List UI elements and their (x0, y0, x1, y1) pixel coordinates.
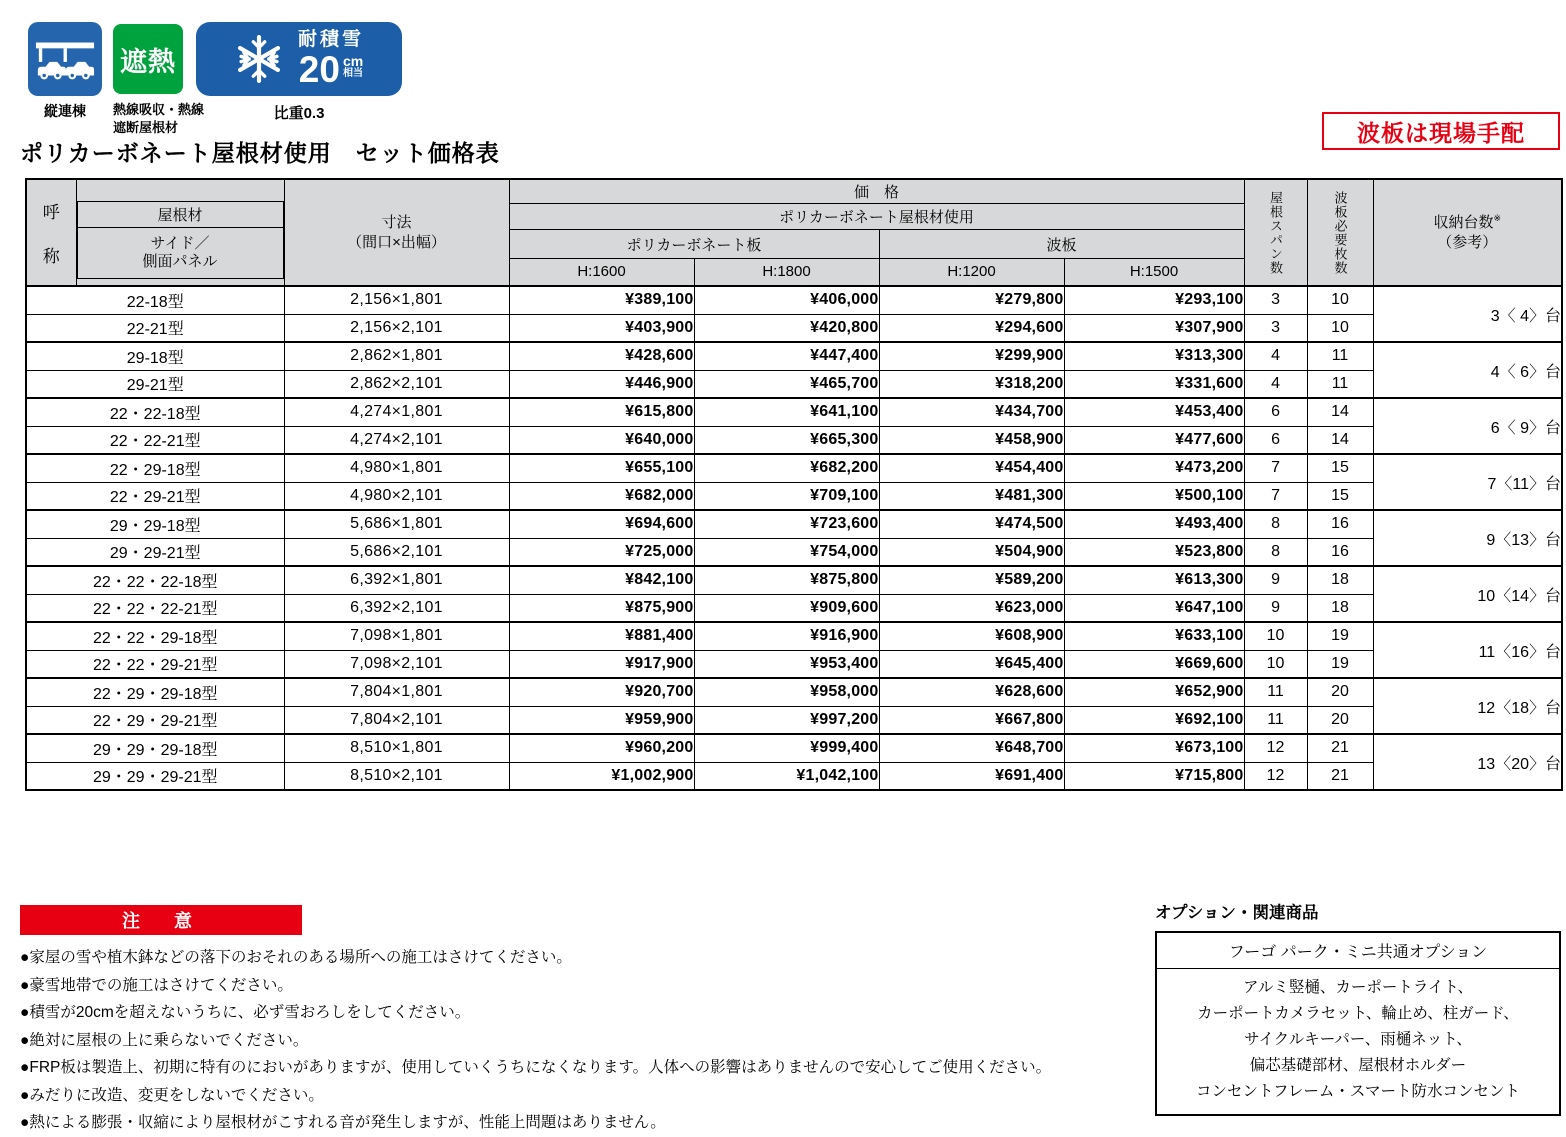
badge-vertical-multi-unit-label: 縦連棟 (44, 103, 86, 119)
table-row: 22-21型 2,156×2,101 ¥403,900 ¥420,800 ¥294,600 ¥307,900 3 10 (26, 314, 1562, 342)
options-line: コンセントフレーム・スマート防水コンセント (1195, 1083, 1521, 1101)
carport-icon (34, 35, 96, 83)
page-title: ポリカーボネート屋根材使用 セット価格表 (20, 140, 500, 166)
table-row: 22・22・22-18型 6,392×1,801 ¥842,100 ¥875,800 ¥589,200 ¥613,300 9 18 10〈14〉台 (26, 566, 1562, 594)
col-header-dimensions: 寸法 （間口×出幅） (284, 179, 509, 286)
options-heading: オプション・関連商品 (1155, 904, 1319, 922)
capacity-cell: 12〈18〉台 (1373, 678, 1562, 734)
table-row: 22・29・29-18型 7,804×1,801 ¥920,700 ¥958,000 ¥628,600 ¥652,900 11 20 12〈18〉台 (26, 678, 1562, 706)
col-header-h1600: H:1600 (509, 258, 694, 286)
col-header-h1800: H:1800 (694, 258, 879, 286)
capacity-cell: 11〈16〉台 (1373, 622, 1562, 678)
snow-load-unit-sub: 相当 (342, 68, 363, 80)
table-row: 22・22・29-21型 7,098×2,101 ¥917,900 ¥953,400 ¥645,400 ¥669,600 10 19 (26, 650, 1562, 678)
caution-banner: 注 意 (20, 905, 302, 935)
badge-heat-shield-label: 熱線吸収・熱線 遮断屋根材 (113, 102, 205, 135)
caution-item: ●絶対に屋根の上に乗らないでください。 (20, 1031, 309, 1049)
options-line: カーポートカメラセット、輪止め、柱ガード、 (1197, 1005, 1519, 1023)
snow-load-pill (196, 22, 402, 96)
col-header-polycarbonate: ポリカーボネート板 (509, 230, 879, 259)
table-row: 29・29-21型 5,686×2,101 ¥725,000 ¥754,000 ¥504,900 ¥523,800 8 16 (26, 538, 1562, 566)
caution-item: ●みだりに改造、変更をしないでください。 (20, 1086, 324, 1104)
options-box (1155, 931, 1561, 1116)
col-header-h1500: H:1500 (1064, 258, 1244, 286)
col-header-sheet-count: 波板必要枚数 (1307, 179, 1373, 286)
col-header-roof-span-count: 屋根スパン数 (1244, 179, 1307, 286)
caution-items (20, 944, 1150, 1137)
table-row: 22・29・29-21型 7,804×2,101 ¥959,900 ¥997,200 ¥667,800 ¥692,100 11 20 (26, 706, 1562, 734)
capacity-cell: 9〈13〉台 (1373, 510, 1562, 566)
col-header-corrugated: 波板 (879, 230, 1244, 259)
capacity-cell: 6〈 9〉台 (1373, 398, 1562, 454)
options-box-title: フーゴ パーク・ミニ共通オプション (1157, 933, 1559, 969)
options-section (1155, 899, 1561, 1116)
table-row: 22・22・22-21型 6,392×2,101 ¥875,900 ¥909,600 ¥623,000 ¥647,100 9 18 (26, 594, 1562, 622)
snow-load-title: 耐積雪 (297, 28, 364, 50)
col-header-capacity: 収納台数※ （参考） (1373, 179, 1562, 286)
table-row: 29-21型 2,862×2,101 ¥446,900 ¥465,700 ¥318,200 ¥331,600 4 11 (26, 370, 1562, 398)
badge-vertical-multi-unit (28, 22, 102, 121)
table-row: 29・29・29-18型 8,510×1,801 ¥960,200 ¥999,400 ¥648,700 ¥673,100 12 21 13〈20〉台 (26, 734, 1562, 762)
heat-shield-text: 遮熱 (113, 24, 183, 94)
table-row: 22・29-18型 4,980×1,801 ¥655,100 ¥682,200 ¥454,400 ¥473,200 7 15 7〈11〉台 (26, 454, 1562, 482)
col-header-roof-material: 屋根材 サイド／ 側面パネル (76, 179, 284, 286)
caution-item: ●家屋の雪や植木鉢などの落下のおそれのある場所への施工はさけてください。 (20, 949, 572, 966)
options-box-body (1157, 969, 1559, 1114)
table-row: 22・22・29-18型 7,098×1,801 ¥881,400 ¥916,900 ¥608,900 ¥633,100 10 19 11〈16〉台 (26, 622, 1562, 650)
table-row: 29-18型 2,862×1,801 ¥428,600 ¥447,400 ¥299,900 ¥313,300 4 11 4〈 6〉台 (26, 342, 1562, 370)
price-table (25, 178, 1563, 791)
col-header-model-name: 呼 称 (26, 179, 76, 286)
table-row: 22・22-21型 4,274×2,101 ¥640,000 ¥665,300 ¥458,900 ¥477,600 6 14 (26, 426, 1562, 454)
table-row: 22・22-18型 4,274×1,801 ¥615,800 ¥641,100 ¥434,700 ¥453,400 6 14 6〈 9〉台 (26, 398, 1562, 426)
col-header-price: 価 格 (509, 179, 1244, 203)
capacity-cell: 4〈 6〉台 (1373, 342, 1562, 398)
badge-snow-load (196, 22, 402, 123)
capacity-cell: 7〈11〉台 (1373, 454, 1562, 510)
options-line: 偏芯基礎部材、屋根材ホルダー (1249, 1057, 1467, 1075)
table-row: 22・29-21型 4,980×2,101 ¥682,000 ¥709,100 ¥481,300 ¥500,100 7 15 (26, 482, 1562, 510)
capacity-cell: 13〈20〉台 (1373, 734, 1562, 790)
col-header-price-sub: ポリカーボネート屋根材使用 (509, 203, 1244, 229)
snow-load-value: 20 (298, 49, 340, 91)
caution-item: ●豪雪地帯での施工はさけてください。 (20, 976, 293, 994)
site-arranged-note: 波板は現場手配 (1322, 112, 1560, 150)
table-row: 29・29-18型 5,686×1,801 ¥694,600 ¥723,600 ¥474,500 ¥493,400 8 16 9〈13〉台 (26, 510, 1562, 538)
table-row: 29・29・29-21型 8,510×2,101 ¥1,002,900 ¥1,042,100 ¥691,400 ¥715,800 12 21 (26, 762, 1562, 790)
capacity-cell: 10〈14〉台 (1373, 566, 1562, 622)
col-header-h1200: H:1200 (879, 258, 1064, 286)
caution-section (20, 905, 1150, 1137)
capacity-cell: 3〈 4〉台 (1373, 286, 1562, 342)
specific-gravity-label: 比重0.3 (273, 105, 325, 122)
options-line: アルミ竪樋、カーポートライト、 (1242, 979, 1474, 996)
caution-item: ●FRP板は製造上、初期に特有のにおいがありますが、使用していくうちになくなります。人体への影響はありませんので安心してご使用ください。 (20, 1059, 1052, 1076)
snow-load-text (298, 30, 364, 89)
caution-item: ●積雪が20cmを超えないうちに、必ず雪おろしをしてください。 (20, 1004, 471, 1021)
carport-badge-square (28, 22, 102, 96)
table-row: 22-18型 2,156×1,801 ¥389,100 ¥406,000 ¥279,800 ¥293,100 3 10 3〈 4〉台 (26, 286, 1562, 314)
snow-load-unit: cm (342, 53, 364, 70)
options-line: サイクルキーパー、雨樋ネット、 (1244, 1031, 1472, 1049)
snowflake-icon (234, 34, 284, 84)
caution-item: ●熱による膨張・収縮により屋根材がこすれる音が発生しますが、性能上問題はありません。 (20, 1114, 666, 1131)
